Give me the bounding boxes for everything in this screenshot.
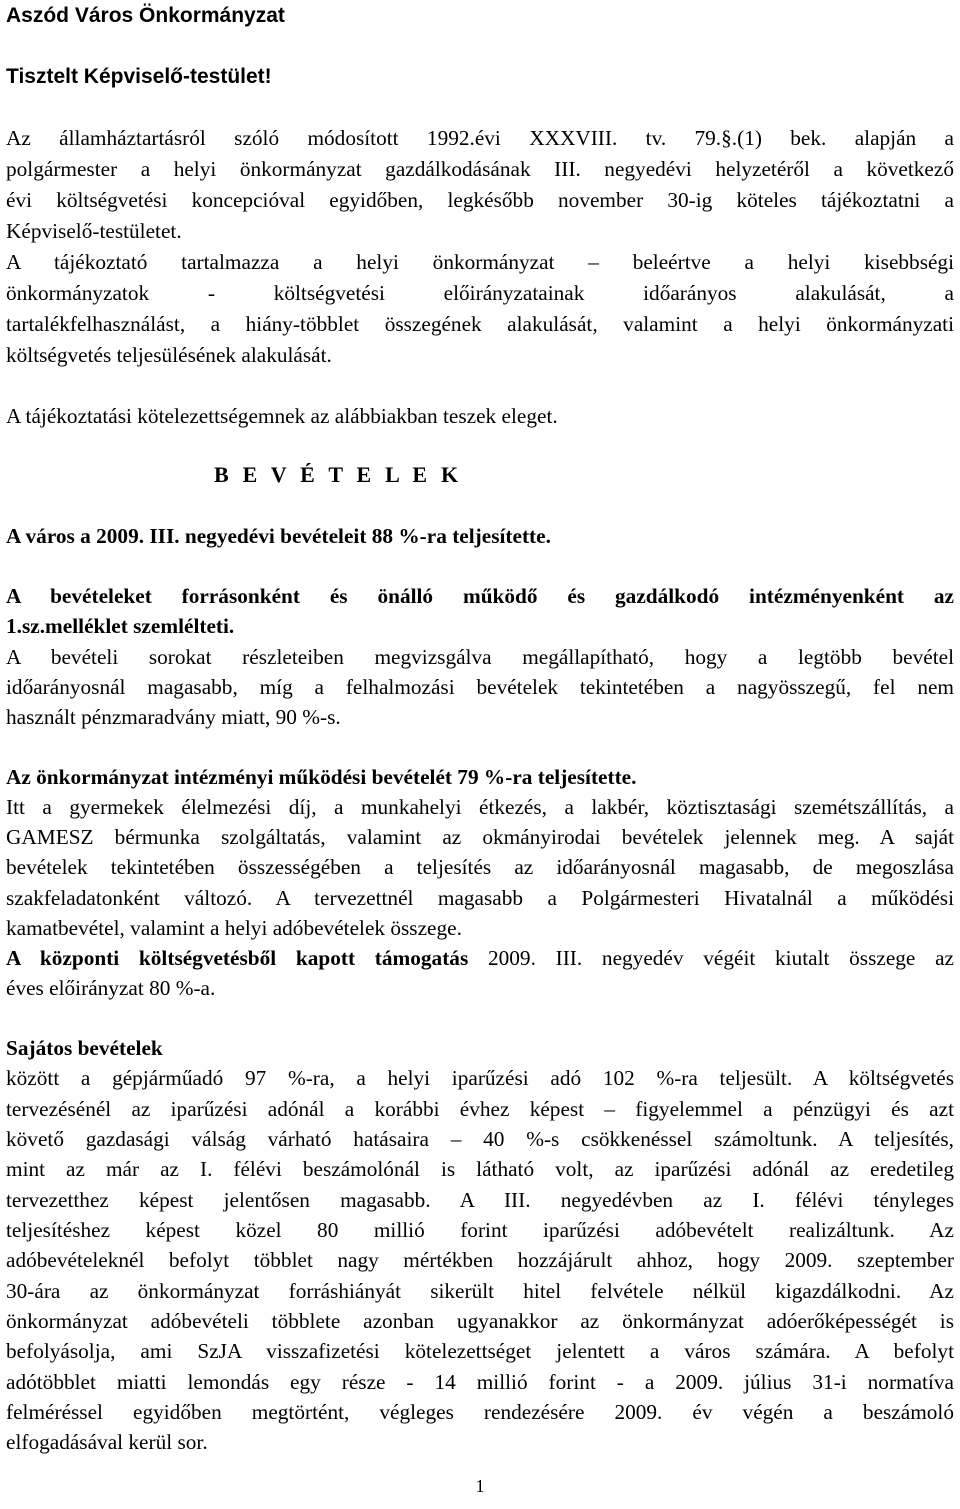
central-support-text: 2009. III. negyedév végéit kiutalt összege az — [468, 946, 955, 970]
central-support-label: A központi költségvetésből kapott támogatás — [6, 946, 469, 970]
own-revenue-line: befolyásolja, ami SzJA visszafizetési kötelezettséget jelentett a város számára. A befolyt — [6, 1339, 954, 1363]
analysis-line: A bevételi sorokat részleteiben megvizsgálva megállapítható, hogy a legtöbb bevétel — [6, 645, 954, 669]
central-support-line: éves előirányzat 80 %-a. — [6, 976, 216, 1000]
obligation-text: A tájékoztatási kötelezettségemnek az alábbiakban teszek eleget. — [6, 404, 558, 428]
own-revenue-line: teljesítéshez képest közel 80 millió forint iparűzési adóbevételt realizáltunk. Az — [6, 1218, 954, 1242]
sources-line: A bevételeket forrásonként és önálló működő és gazdálkodó intézményenként az — [6, 584, 954, 608]
institutional-line: Itt a gyermekek élelmezési díj, a munkahelyi étkezés, a lakbér, köztisztasági szemétszállítás, a — [6, 795, 954, 819]
organization-name: Aszód Város Önkormányzat — [6, 4, 285, 27]
central-support-line — [6, 944, 954, 972]
content-line: önkormányzatok - költségvetési előirányzatainak időarányos alakulását, a — [6, 281, 954, 305]
own-revenue-heading: Sajátos bevételek — [6, 1036, 163, 1060]
own-revenue-line: adóbevételeknél befolyt többlet nagy mértékben hozzájárult ahhoz, hogy 2009. szeptember — [6, 1248, 954, 1272]
content-line: tartalékfelhasználást, a hiány-többlet összegének alakulását, valamint a helyi önkormányzati — [6, 312, 954, 336]
sources-line: 1.sz.melléklet szemlélteti. — [6, 614, 235, 638]
own-revenue-line: követő gazdasági válság várható hatásaira – 40 %-s csökkenéssel számoltunk. A teljesítés, — [6, 1127, 954, 1151]
intro-line: évi költségvetési koncepcióval egyidőben, legkésőbb november 30-ig köteles tájékoztatni a — [6, 188, 954, 212]
own-revenue-line: tervezetthez képest jelentősen magasabb. A III. negyedévben az I. félévi tényleges — [6, 1188, 954, 1212]
own-revenue-line: 30-ára az önkormányzat forráshiányát sikerült hitel felvétele nélkül kigazdálkodni. Az — [6, 1279, 954, 1303]
intro-line: polgármester a helyi önkormányzat gazdálkodásának III. negyedévi helyzetéről a következő — [6, 157, 954, 181]
greeting: Tisztelt Képviselő-testület! — [6, 65, 272, 88]
city-revenue-summary: A város a 2009. III. negyedévi bevételeit 88 %-ra teljesítette. — [6, 524, 551, 548]
analysis-line: időarányosnál magasabb, míg a felhalmozási bevételek tekintetében a nagyösszegű, fel nem — [6, 675, 954, 699]
institutional-line: bevételek tekintetében összességében a teljesítés az időarányosnál magasabb, de megoszlása — [6, 855, 954, 879]
institutional-line: szakfeladatonként változó. A tervezettnél magasabb a Polgármesteri Hivatalnál a működési — [6, 886, 954, 910]
intro-line: Az államháztartásról szóló módosított 1992.évi XXXVIII. tv. 79.§.(1) bek. alapján a — [6, 126, 954, 150]
own-revenue-line: elfogadásával kerül sor. — [6, 1430, 208, 1454]
intro-line: Képviselő-testületet. — [6, 219, 182, 243]
own-revenue-line: önkormányzat adóbevételi többlete azonban ugyanakkor az önkormányzat adóerőképességét is — [6, 1309, 954, 1333]
own-revenue-line: felméréssel egyidőben megtörtént, végleges rendezésére 2009. év végén a beszámoló — [6, 1400, 954, 1424]
own-revenue-line: adótöbblet miatti lemondás egy része - 14 millió forint - a 2009. július 31-i normatíva — [6, 1370, 954, 1394]
content-line: költségvetés teljesülésének alakulását. — [6, 343, 332, 367]
own-revenue-line: mint az már az I. félévi beszámolónál is látható volt, az iparűzési adónál az eredetileg — [6, 1157, 954, 1181]
content-line: A tájékoztató tartalmazza a helyi önkormányzat – beleértve a helyi kisebbségi — [6, 250, 954, 274]
section-title: B E V É T E L E K — [214, 462, 463, 487]
own-revenue-line: tervezésénél az iparűzési adónál a korábbi évhez képest – figyelemmel a pénzügyi és azt — [6, 1097, 954, 1121]
page-number: 1 — [475, 1476, 485, 1496]
own-revenue-line: között a gépjárműadó 97 %-ra, a helyi iparűzési adó 102 %-ra teljesült. A költségvetés — [6, 1066, 954, 1090]
institutional-line: kamatbevétel, valamint a helyi adóbevételek összege. — [6, 916, 462, 940]
institutional-line: GAMESZ bérmunka szolgáltatás, valamint az okmányirodai bevételek jelennek meg. A saját — [6, 825, 954, 849]
analysis-line: használt pénzmaradvány miatt, 90 %-s. — [6, 705, 341, 729]
institutional-heading: Az önkormányzat intézményi működési bevételét 79 %-ra teljesítette. — [6, 765, 637, 789]
